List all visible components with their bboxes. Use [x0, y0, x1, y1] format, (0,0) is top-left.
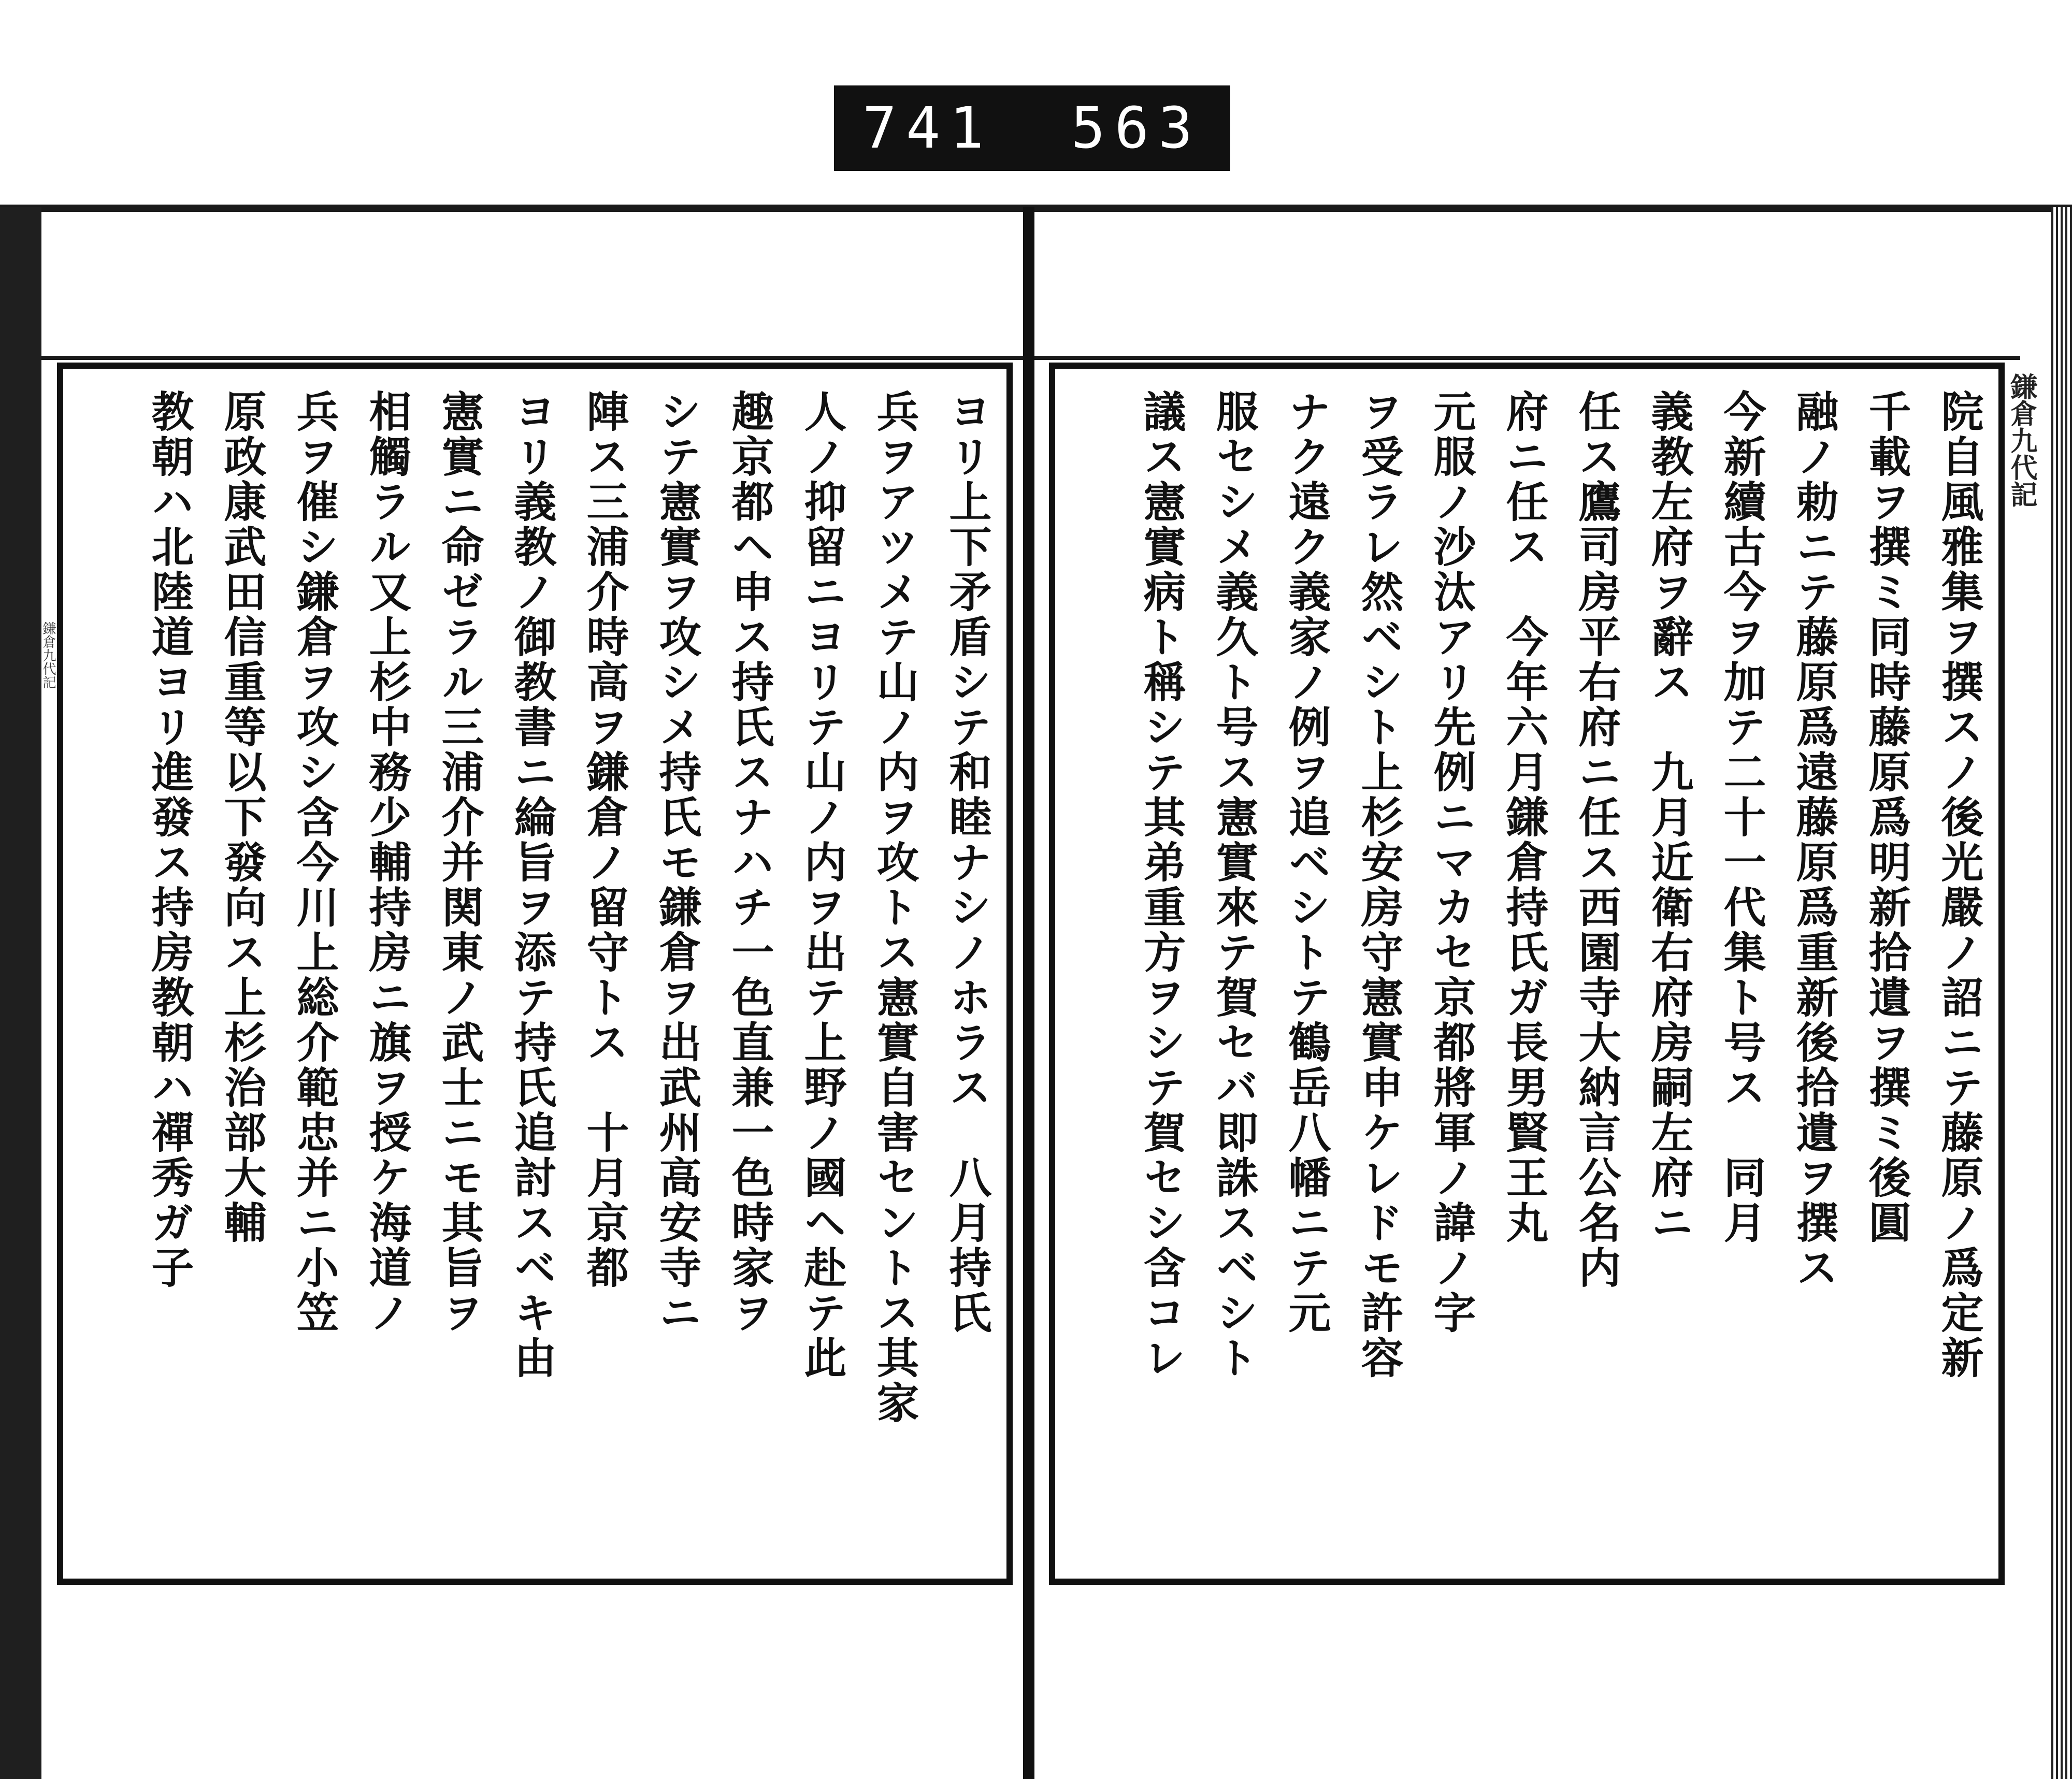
right-page-column: 千載ヲ撰ミ同時藤原爲明新拾遺ヲ撰ミ後圓 [1862, 389, 1911, 1246]
right-page-column: 任ス鷹司房平右府ニ任ス西園寺大納言公名内 [1572, 389, 1621, 1291]
left-page-column: 兵ヲ催シ鎌倉ヲ攻シ含今川上総介範忠并ニ小笠 [290, 389, 339, 1336]
right-page-column: 元服ノ沙汰アリ先例ニマカセ京都將軍ノ諱ノ字 [1427, 389, 1476, 1336]
right-page-column: ヲ受ラレ然ベシト上杉安房守憲實申ケレドモ許容 [1354, 389, 1404, 1381]
catalog-number-label [834, 85, 1230, 171]
right-page-column: ナク遠ク義家ノ例ヲ追ベシトテ鶴岳八幡ニテ元 [1282, 389, 1331, 1336]
right-page-text-frame [1049, 363, 2005, 1585]
left-page-upper-margin [41, 210, 1023, 360]
left-page-column: 陣ス三浦介時高ヲ鎌倉ノ留守トス 十月京都 [580, 389, 629, 1291]
book-right-edge [2051, 207, 2072, 1779]
right-page-column: 服セシメ義久ト号ス憲實來テ賀セバ即誅スベシト [1209, 389, 1259, 1381]
left-page-column: 憲實ニ命ゼラル三浦介并関東ノ武士ニモ其旨ヲ [435, 389, 484, 1336]
right-page-column: 院自風雅集ヲ撰スノ後光嚴ノ詔ニテ藤原ノ爲定新 [1934, 389, 1984, 1381]
catalog-number-left: 741 [862, 95, 994, 161]
right-page-column: 義教左府ヲ辭ス 九月近衛右府房嗣左府ニ [1644, 389, 1694, 1246]
right-page-column: 議ス憲實病ト稱シテ其弟重方ヲシテ賀セシ含コレ [1136, 389, 1186, 1381]
left-page-column: ヨリ上下矛盾シテ和睦ナシノホラス 八月持氏 [942, 389, 992, 1336]
left-page-column: シテ憲實ヲ攻シメ持氏モ鎌倉ヲ出武州高安寺ニ [652, 389, 702, 1336]
right-page-column: 融ノ勅ニテ藤原爲遠藤原爲重新後拾遺ヲ撰ス [1789, 389, 1839, 1291]
book-spine [1023, 207, 1034, 1779]
left-page-column: 人ノ抑留ニヨリテ山ノ内ヲ出テ上野ノ國ヘ赴テ此 [797, 389, 847, 1381]
right-page-column: 今新續古今ヲ加テ二十一代集ト号ス 同月 [1717, 389, 1766, 1246]
left-page-column: 相觸ラル又上杉中務少輔持房ニ旗ヲ授ケ海道ノ [362, 389, 412, 1336]
running-header-left: 鎌倉九代記 [40, 621, 56, 689]
running-header-right: 鎌倉九代記 [2006, 373, 2037, 508]
left-page-text-frame [57, 363, 1013, 1585]
left-page-column: 原政康武田信重等以下發向ス上杉治部大輔 [217, 389, 267, 1246]
book-left-edge [0, 207, 41, 1779]
left-page-column: 兵ヲアツメテ山ノ内ヲ攻トス憲實自害セントス其家 [870, 389, 919, 1426]
left-page-column: 教朝ハ北陸道ヨリ進發ス持房教朝ハ禪秀ガ子 [145, 389, 194, 1291]
right-page-upper-margin [1034, 210, 2020, 360]
left-page-column: 趣京都ヘ申ス持氏スナハチ一色直兼一色時家ヲ [725, 389, 774, 1336]
catalog-number-right: 563 [1071, 95, 1202, 161]
left-page-column: ヨリ義教ノ御教書ニ綸旨ヲ添テ持氏追討スベキ由 [507, 389, 557, 1381]
right-page-column: 府ニ任ス 今年六月鎌倉持氏ガ長男賢王丸 [1499, 389, 1549, 1246]
